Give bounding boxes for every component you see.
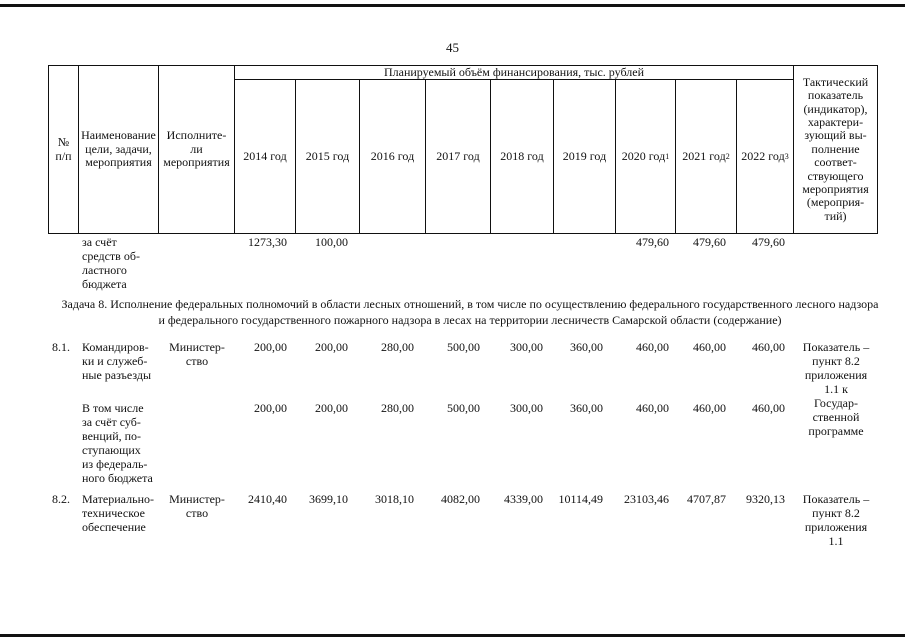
- value-cell: 460,00: [693, 340, 726, 354]
- value-cell: 2410,40: [248, 492, 287, 506]
- value-cell: 10114,49: [558, 492, 603, 506]
- value-cell: 360,00: [570, 401, 603, 415]
- header-col-executor: Исполните- ли мероприятия: [163, 128, 230, 170]
- value-cell: 460,00: [636, 340, 669, 354]
- header-year: 2022 год 3: [741, 148, 789, 163]
- value-cell: 3699,10: [309, 492, 348, 506]
- value-cell: 4339,00: [504, 492, 543, 506]
- header-col-number: № п/п: [55, 135, 72, 163]
- header-year: 2020 год 1: [621, 148, 670, 163]
- value-cell: 479,60: [752, 235, 785, 249]
- value-cell: 23103,46: [624, 492, 669, 506]
- row-executor: Министер- ство: [169, 340, 225, 368]
- page-number: 45: [446, 40, 459, 55]
- value-cell: 1273,30: [248, 235, 287, 249]
- value-cell: 200,00: [254, 401, 287, 415]
- value-cell: 460,00: [752, 401, 785, 415]
- header-year: 2018 год: [500, 148, 544, 163]
- value-cell: 100,00: [315, 235, 348, 249]
- top-border: [0, 4, 905, 7]
- row-indicator: Показатель – пункт 8.2 приложения 1.1: [802, 492, 870, 548]
- value-cell: 479,60: [693, 235, 726, 249]
- header-funding-title: Планируемый объём финансирования, тыс. рублей: [383, 64, 644, 79]
- row-executor: Министер- ство: [169, 492, 225, 520]
- value-cell: 200,00: [315, 340, 348, 354]
- value-cell: 9320,13: [746, 492, 785, 506]
- header-year: 2014 год: [243, 148, 287, 163]
- value-cell: 200,00: [315, 401, 348, 415]
- header-year: 2021 год 2: [682, 148, 730, 163]
- value-cell: 280,00: [381, 340, 414, 354]
- value-cell: 500,00: [447, 401, 480, 415]
- value-cell: 300,00: [510, 340, 543, 354]
- header-year: 2015 год: [305, 148, 350, 163]
- row-number: 8.1.: [52, 340, 70, 354]
- value-cell: 4082,00: [441, 492, 480, 506]
- task-heading: Задача 8. Исполнение федеральных полномочий в области лесных отношений, в том числе по осуществлению федерального государственного лесного надзора и федерального государственного пожарного надзора в лесах на территории лесничеств Самарской области (содержание): [61, 297, 879, 327]
- value-cell: 460,00: [693, 401, 726, 415]
- row-name: Материально- техническое обеспечение: [82, 492, 154, 534]
- row-label: за счёт средств об- ластного бюджета: [82, 235, 140, 291]
- value-cell: 300,00: [510, 401, 543, 415]
- value-cell: 360,00: [570, 340, 603, 354]
- row-indicator: Показатель – пункт 8.2 приложения 1.1 к Государ- ственной программе: [802, 340, 870, 438]
- value-cell: 500,00: [447, 340, 480, 354]
- value-cell: 460,00: [636, 401, 669, 415]
- header-col-indicator: Тактический показатель (индикатор), характери- зующий вы- полнение соответ- ствующего мероприятия (мероприя- тий): [802, 74, 869, 223]
- bottom-border: [0, 634, 905, 637]
- row-name: В том числе за счёт суб- венций, по- ступающих из федераль- ного бюджета: [82, 401, 153, 485]
- row-name: Командиров- ки и служеб- ные разъезды: [82, 340, 152, 382]
- value-cell: 280,00: [381, 401, 414, 415]
- row-number: 8.2.: [52, 492, 70, 506]
- value-cell: 479,60: [636, 235, 669, 249]
- header-year: 2019 год: [562, 148, 607, 163]
- header-col-name: Наименование цели, задачи, мероприятия: [81, 128, 156, 170]
- value-cell: 200,00: [254, 340, 287, 354]
- value-cell: 460,00: [752, 340, 785, 354]
- header-year: 2017 год: [436, 148, 480, 163]
- value-cell: 3018,10: [375, 492, 414, 506]
- value-cell: 4707,87: [687, 492, 726, 506]
- header-year: 2016 год: [370, 148, 415, 163]
